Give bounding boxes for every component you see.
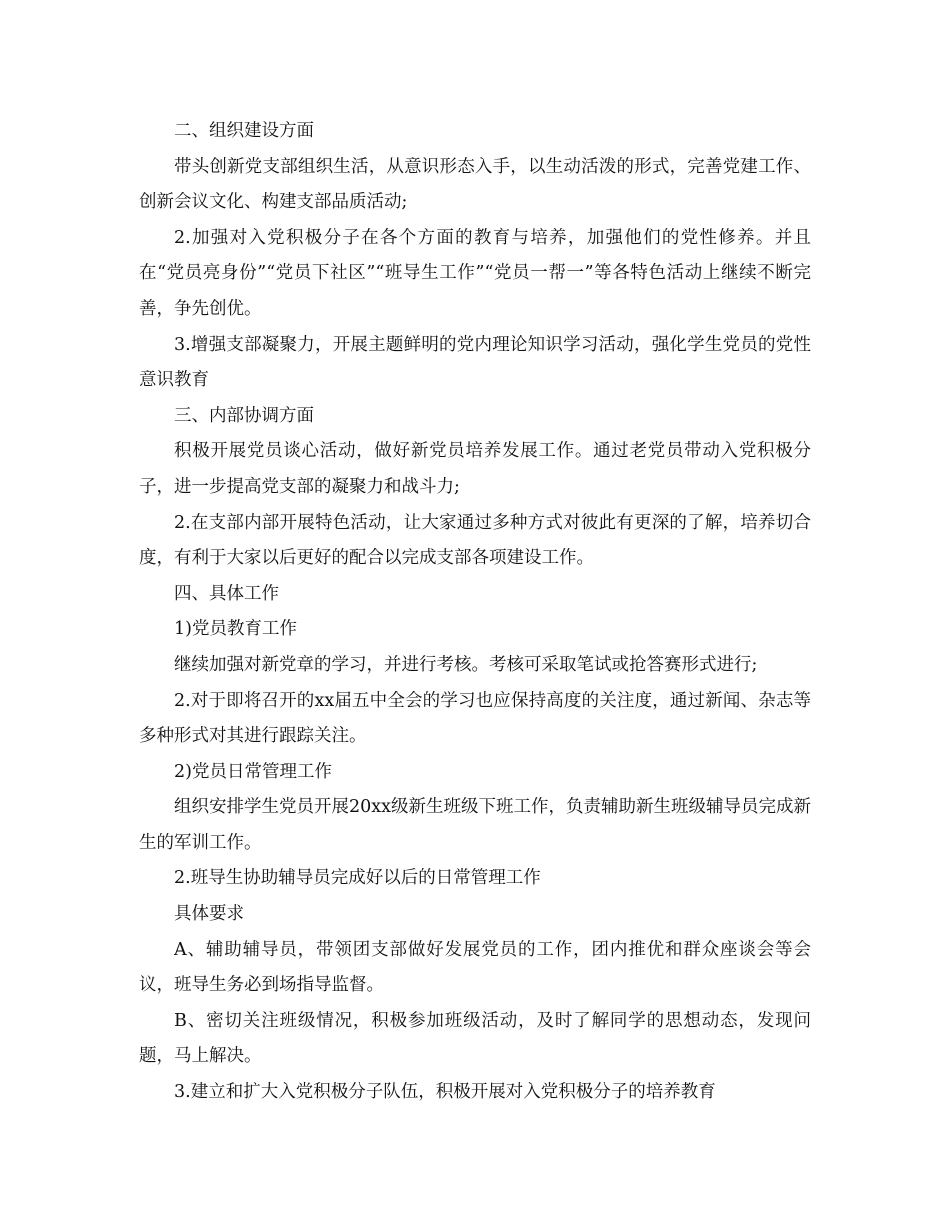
subsection-heading-management: 2)党员日常管理工作 bbox=[174, 761, 332, 782]
paragraph: B、密切关注班级情况，积极参加班级活动，及时了解同学的思想动态，发现问题，马上解决。 bbox=[139, 1010, 811, 1067]
subsection-heading-education: 1)党员教育工作 bbox=[174, 619, 297, 640]
paragraph: 2.对于即将召开的xx届五中全会的学习也应保持高度的关注度，通过新闻、杂志等多种形式对其进行跟踪关注。 bbox=[139, 690, 811, 747]
section-heading-specific-work: 四、具体工作 bbox=[174, 583, 279, 604]
paragraph: 带头创新党支部组织生活，从意识形态入手，以生动活泼的形式，完善党建工作、创新会议文化、构建支部品质活动; bbox=[139, 156, 811, 213]
paragraph: 2.班导生协助辅导员完成好以后的日常管理工作 bbox=[174, 868, 541, 889]
paragraph: 3.建立和扩大入党积极分子队伍，积极开展对入党积极分子的培养教育 bbox=[174, 1082, 716, 1103]
document-body bbox=[139, 114, 811, 1111]
paragraph: 2.在支部内部开展特色活动，让大家通过多种方式对彼此有更深的了解，培养切合度，有利于大家以后更好的配合以完成支部各项建设工作。 bbox=[139, 512, 811, 569]
section-heading-coordination: 三、内部协调方面 bbox=[174, 405, 314, 426]
paragraph: 2.加强对入党积极分子在各个方面的教育与培养，加强他们的党性修养。并且在“党员亮身份”“党员下社区”“班导生工作”“党员一帮一”等各特色活动上继续不断完善，争先创优。 bbox=[139, 227, 811, 319]
paragraph: 3.增强支部凝聚力，开展主题鲜明的党内理论知识学习活动，强化学生党员的党性意识教育 bbox=[139, 334, 811, 391]
section-heading-organization: 二、组织建设方面 bbox=[174, 121, 314, 141]
paragraph: 继续加强对新党章的学习，并进行考核。考核可采取笔试或抢答赛形式进行; bbox=[174, 654, 758, 675]
paragraph: A、辅助辅导员，带领团支部做好发展党员的工作，团内推优和群众座谈会等会议，班导生务必到场指导监督。 bbox=[139, 939, 811, 996]
paragraph: 组织安排学生党员开展20xx级新生班级下班工作，负责辅助新生班级辅导员完成新生的军训工作。 bbox=[139, 797, 812, 853]
paragraph: 积极开展党员谈心活动，做好新党员培养发展工作。通过老党员带动入党积极分子，进一步提高党支部的凝聚力和战斗力; bbox=[139, 441, 811, 497]
subsection-heading-requirements: 具体要求 bbox=[174, 904, 244, 925]
